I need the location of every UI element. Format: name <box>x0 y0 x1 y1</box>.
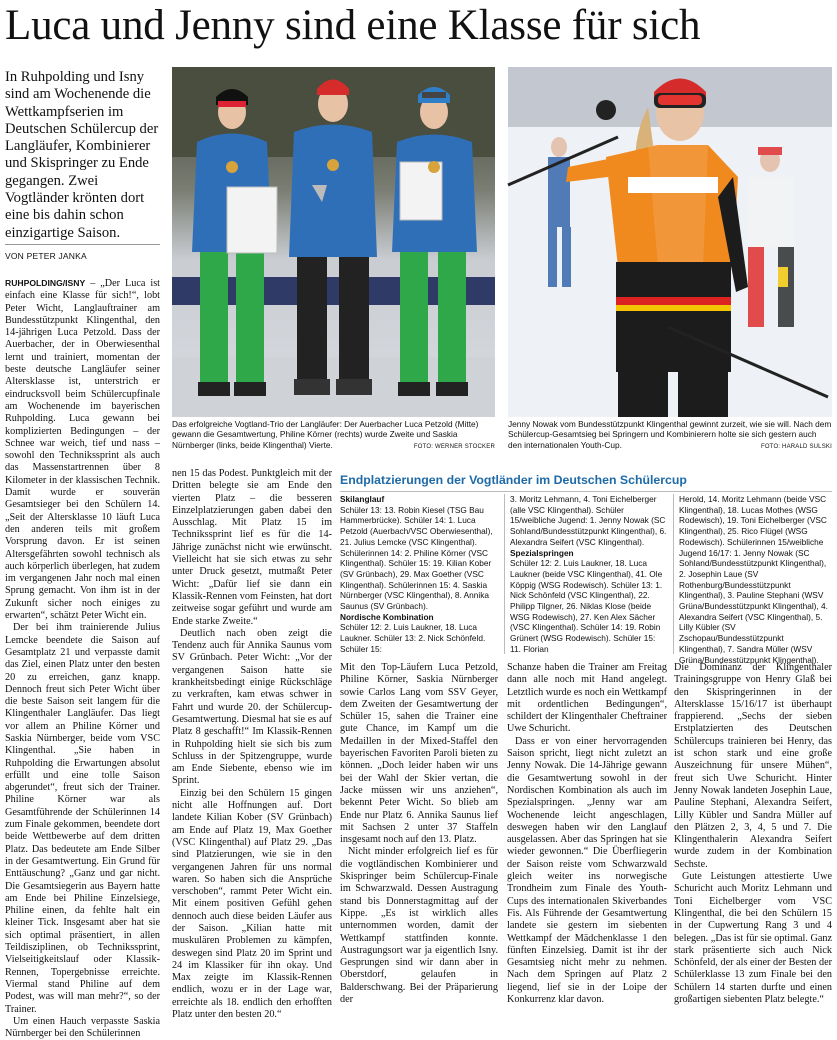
col2-paragraph: nen 15 das Podest. Punktgleich mit der Dritten belegte sie am Ende den vierten Platz – die besseren Einzelplatzierungen gaben dabei den Ausschlag. Mit Platz 15 im Technikssprint lief es für die 14-Jährige zunächst nicht wie erwünscht. Vielleicht hat sie sich etwas zu sehr unter Druck gesetzt, mutmaßt Peter Wicht: „Dafür lief sie dann ein Klassik-Rennen vom Feinsten, hat dort zeitweise sogar geführt und wurde am Ende starke Zweite.“ <box>172 468 332 627</box>
lead-paragraph: In Ruhpolding und Isny sind am Wochenende die Wettkampfserien im Deutschen Schülercup der Langläufer, Kombinierer und Skispringer zu Ende gegangen. Zwei Vogtländer krönten dort eine bis dahin schon einzigartige Saison. <box>5 69 159 241</box>
caption-text: Das erfolgreiche Vogtland-Trio der Langläufer: Der Auerbacher Luca Petzold (Mitte) gewann die Gesamtwertung, Philine Körner (rechts) wurde Zweite und Saskia Nürnberger (links, beide Klingenthal) Vierte. <box>172 419 479 450</box>
article-column-2 <box>172 468 332 1021</box>
results-column-2 <box>510 494 668 654</box>
col5-paragraph: Die Dominanz der Klingenthaler Trainingsgruppe von Henry Glaß bei den Skispringerinnen in der Altersklasse 15/16/17 ist überhaupt frappierend. „Sechs der sieben Erstplatzierten des Deutschen Schülercups trainieren bei Henry, das ist schon stark und eine große Auszeichnung für unsere Mühen“, freut sich Uwe Schuricht. Hinter Jenny Nowak landeten Josephin Laue, Pauline Stephani, Alexandra Seifert, Lilly Kübler und Sandra Müller auf den Plätzen 2, 3, 4, 5 und 7. Die Klingenthalerin Alexandra Seifert wurde zudem in der Kombination Sechste. <box>674 662 832 870</box>
col5-paragraph: Gute Leistungen attestierte Uwe Schuricht auch Moritz Lehmann und Toni Eichelberger vom VSC Klingenthal, die bei den Schülern 15 in der Cupwertung Rang 3 und 4 belegen. „Das ist für sie optimal. Ganz stark präsentierte sich auch Nick Schönfeld, der als einer der Besten der Schülerklasse 13 zum Finale bei den Schülern 14 starten durfte und einen großartigen siebenten Platz belegte.“ <box>674 871 832 1006</box>
article-column-3 <box>340 662 498 1006</box>
results-heading: Nordische Kombination <box>340 611 434 622</box>
article-column-4 <box>507 662 667 1006</box>
results-text: Schüler 12: 2. Luis Laukner, 18. Luca Laukner. Schüler 13: 2. Nick Schönfeld. Schüler 15: <box>340 622 486 654</box>
article-column-1 <box>5 277 160 1040</box>
results-box-title: Endplatzierungen der Vogtländer im Deutschen Schülercup <box>340 473 687 487</box>
article-column-5 <box>674 662 832 1006</box>
author-line: VON PETER JANKA <box>5 251 87 261</box>
results-text: Schüler 12: 2. Luis Laukner, 18. Luca Laukner (beide VSC Klingenthal), 41. Ole Köppig (WSG Rodewisch). Schüler 13: 1. Nick Schönfeld (VSC Klingenthal), 22. Philipp Tilgner, 26. Niklas Klose (beide WSG Rodewisch), 27. Ken Alex Sächer (VSC Klingenthal). Schüler 14: 19. Robin Grünert (WSG Rodewisch). Schüler 15: 11. Florian <box>510 558 663 654</box>
photo-jenny <box>508 67 832 417</box>
caption-text: Jenny Nowak vom Bundesstützpunkt Klingenthal gewinnt zurzeit, wie sie will. Nach dem Schülercup-Gesamtsieg bei Springern und Kombinierern holte sie sich gestern auch den internationalen Youth-Cup. <box>508 419 832 450</box>
col2-paragraph: Deutlich nach oben zeigt die Tendenz auch für Annika Saunus vom SV Grünbach. Peter Wicht: „Vor der vergangenen Saison hatte sie krankheitsbedingt einige Rückschläge zu verkraften, kam etwas schwer in Fahrt und wurde 20. der Schülercup-Gesamtwertung. Diesmal hat sie es auf Platz 8 geschafft!“ Im Klassik-Rennen in Ruhpolding hielt sie sich bis zum Schluss in der Spitzengruppe, wurde am Ende Siebente, ebenso wie im Sprint. <box>172 627 332 787</box>
col1-paragraph: Der bei ihm trainierende Julius Lemcke beendete die Saison auf Gesamtplatz 21 und verpasste damit das Ziel, einen Platz unter den besten 20 zu erreichen, ganz knapp. Dennoch freut sich Peter Wicht über die beste Saison seit langem für die Klingenthaler Langläufer. Das liegt vor allem an Philine Körner und Saskia Nürnberger, beide vom VSC Klingenthal. „Sie haben in Ruhpolding die Erwartungen absolut erfüllt und eine tolle Saison abgerundet“, freut sich der Trainer. Philine Körner war als Gesamtführende der Schülerinnen 14 zum Finale gekommen, beendete dort beide Wettbewerbe auf dem dritten Platz. Das bedeutete am Ende Silber in der Gesamtwertung. Ein Grund für Enttäuschung? „Ganz und gar nicht. Die Gesamtsiegerin aus Bayern hatte am Ende bei Philine Einzelsiege, Philine einen, da fehlte halt ein kleiner Tick. Insgesamt aber hat sie sich optimal präsentiert, in allen Teildisziplinen, ob Technikssprint, Vielseitigkeitslauf oder Klassik-Rennen, Topergebnisse erreichte. Viermal stand Philine auf dem Podest, was will man mehr?“, so der Trainer. <box>5 622 160 1015</box>
lead-divider <box>5 244 160 245</box>
col3-paragraph: Nicht minder erfolgreich lief es für die vogtländischen Kombinierer und Skispringer beim Schülercup-Finale im Schwarzwald. Dessen Austragung stand bis Donnerstagmittag auf der Kippe. „Es ist wirklich alles unternommen worden, damit der Wettkampf stattfinden konnte. Austragungsort war ja eigentlich Isny. Gesprungen sind wir dann aber in Oberstdorf, gelaufen in Balderschwang. Bei der Präparierung der <box>340 846 498 1006</box>
photo-trio-caption <box>172 419 495 452</box>
results-box-divider <box>340 491 832 492</box>
results-column-1 <box>340 494 498 654</box>
photo-jenny-caption <box>508 419 832 452</box>
photo-credit: FOTO: WERNER STOCKER <box>413 443 495 450</box>
col3-paragraph: Mit den Top-Läufern Luca Petzold, Philine Körner, Saskia Nürnberger sowie Carlos Lang vom SSV Geyer, dem Zweiten der Gesamtwertung der Schüler 15, sahen die Trainer eine gute Chance, im Kampf um die Medaillen in der Mixed-Staffel den bayerischen Favoriten Paroli bieten zu können. „Doch leider haben wir uns bei der Wahl der Skier vertan, die Jacke müssen wir uns anziehen“, bekennt Peter Wicht. So blieb am Ende nur Platz 6. Annika Saunus lief mit Sachsen 2 unter 37 Staffeln insgesamt noch auf den 13. Platz. <box>340 662 498 846</box>
headline: Luca und Jenny sind eine Klasse für sich <box>5 2 701 49</box>
results-heading: Spezialspringen <box>510 547 574 558</box>
col2-paragraph: Einzig bei den Schülern 15 gingen nicht alle Hoffnungen auf. Dort landete Kilian Kober (SV Grünbach) am Ende auf Platz 19, Max Goether (VSC Klingenthal) auf Platz 29. „Das sind Platzierungen, wie sie in den vergangenen Jahren für uns normal waren. So haben sich die Ansprüche verschoben“, rammt Peter Wicht ein. Mit einem positiven Gefühl gehen dennoch auch diese beiden Läufer aus der Saison. „Kilian hatte mit muskulären Problemen zu kämpfen, deswegen sind Platz 20 im Sprint und 24 im Klassiker für ihn okay. Und Max zeigte im Klassik-Rennen endlich, wozu er in der Lage war, erreichte als 18. endlich den erhofften Platz unter den besten 20.“ <box>172 787 332 1021</box>
results-text: Schüler 13: 13. Robin Kiesel (TSG Bau Hammerbrücke). Schüler 14: 1. Luca Petzold (Auerbach/VSC Oberwiesenthal), 21. Julius Lemcke (VSC Klingenthal). Schülerinnen 14: 2. Philine Körner (VSC Klingenthal). Schüler 15: 19. Kilian Kober (SV Grünbach), 29. Max Goether (VSC Klingenthal). Schülerinnen 15: 4. Saskia Nürnberger (VSC Klingenthal), 8. Annika Saunus (SV Grünbach). <box>340 504 493 612</box>
results-divider <box>504 494 505 654</box>
dateline: RUHPOLDING/ISNY <box>5 278 86 288</box>
photo-jenny-image <box>508 67 832 417</box>
photo-trio <box>172 67 495 417</box>
results-heading: Skilanglauf <box>340 494 385 504</box>
results-text: Herold, 14. Moritz Lehmann (beide VSC Klingenthal), 18. Lucas Mothes (WSG Rodewisch), 19. Toni Eichelberger (VSC Klingenthal), 25. Rico Flügel (WSG Rodewisch). Schülerinnen 15/weibliche Jugend 16/17: 1. Jenny Nowak (SC Sohland/Bundesstützpunkt Klingenthal), 2. Josephin Laue (SV Rothenburg/Bundesstützpunkt Klingenthal), 3. Pauline Stephani (WSV Grüna/Bundesstützpunkt Klingenthal), 4. Alexandra Seifert (VSC Klingenthal), 5. Lilly Kübler (SV Zschopau/Bundesstützpunkt Klingenthal), 7. Sandra Müller (WSV Grüna/Bundesstützpunkt Klingenthal). <box>679 494 828 665</box>
results-column-3 <box>679 494 832 665</box>
results-divider <box>673 494 674 654</box>
col4-paragraph: Schanze haben die Trainer am Freitag dann alle noch mit Hand angelegt. Letztlich wurde es noch ein Wettkampf mit ordentlichen Bedingungen“, schildert der Klingenthaler Cheftrainer Uwe Schuricht. <box>507 662 667 735</box>
photo-credit: FOTO: HARALD SULSKI <box>760 443 832 450</box>
col1-paragraph: – „Der Luca ist einfach eine Klasse für sich!“, lobt Peter Wicht, Langlauftrainer am Bundesstützpunkt Klingenthal, den 14-jährigen Luca Petzold. Dass der Auerbacher, der in Oberwiesenthal lernt und trainiert, momentan der beste deutsche Langläufer seiner Altersklasse ist, unterstrich er eindrucksvoll beim Schülercupfinale am Wochenende im bayerischen Ruhpolding. Luca gewann bei komplizierten Bedingungen – der Schnee war weich, tief und nass – sowohl den Technikssprint als auch das Massenstartrennen über 8 Kilometer in der klassischen Technik. Damit wurde er souverän Gesamtsieger bei den Schülern 14. „Seit der Altersklasse 10 läuft Luca den anderen teils mit großem Vorsprung davon. Er ist seinen Altersgefährten sowohl technisch als auch körperlich überlegen, hat zudem im vergangenen Jahr noch mal einen Sprung gemacht. Von ihm ist in der Zukunft sicher noch einiges zu erwarten“, schätzt Peter Wicht ein. <box>5 278 160 622</box>
col1-paragraph: Um einen Hauch verpasste Saskia Nürnberger bei den Schülerinnen <box>5 1015 160 1040</box>
photo-trio-image <box>172 67 495 417</box>
col4-paragraph: Dass er von einer hervorragenden Saison spricht, liegt nicht zuletzt an Jenny Nowak. Die 14-Jährige gewann die Gesamtwertung sowohl in der Nordischen Kombination als auch im Spezialspringen. „Jenny war am Wochenende leicht angeschlagen, deswegen haben wir den Langlauf ausgelassen. Aber das Springen hat sie wieder gewonnen.“ Die Überfliegerin der Saison reiste vom Schwarzwald gleich weiter ins norwegische Trondheim zum Finale des Youth-Cups des internationalen Skiverbandes Fis. Als Führende der Gesamtwertung landete sie gestern im siebenten Wettkampf der Mädchenklasse 1 den fünften Einzelsieg. Damit ist ihr der Gesamtsieg nicht mehr zu nehmen. Nach dem Springen auf Platz 2 liegend, lief sie in der Loipe der Konkurrenz klar davon. <box>507 735 667 1006</box>
results-text: 3. Moritz Lehmann, 4. Toni Eichelberger (alle VSC Klingenthal). Schüler 15/weibliche Jugend: 1. Jenny Nowak (SC Sohland/Bundesstützpunkt Klingenthal), 6. Alexandra Seifert (VSC Klingenthal). <box>510 494 667 547</box>
